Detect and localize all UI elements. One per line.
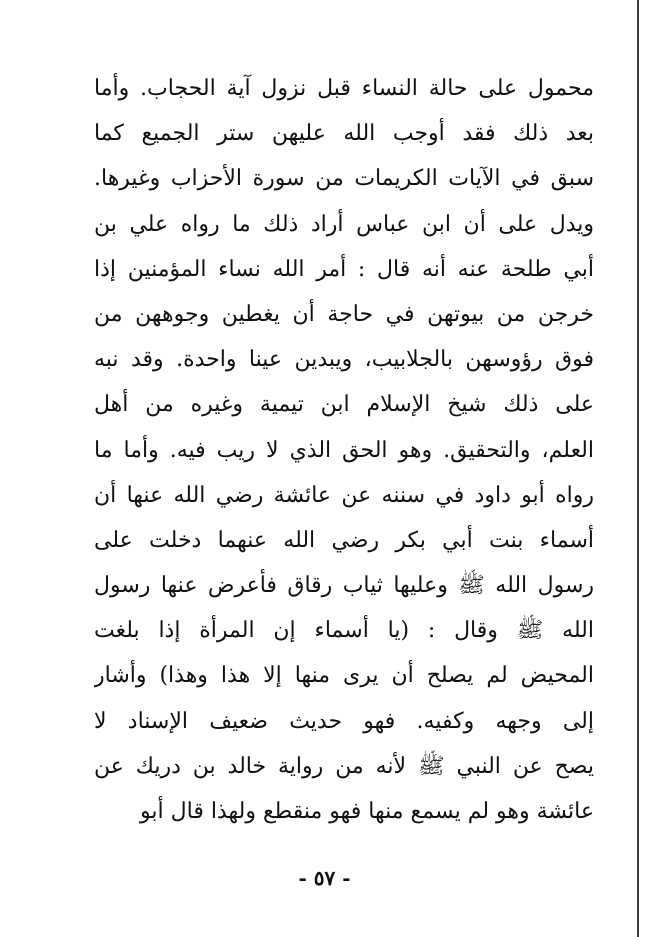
text-line: أبي طلحة عنه أنه قال : أمر الله نساء المؤمنين إذا (94, 256, 594, 282)
body-text (94, 66, 594, 834)
page-binding-edge (637, 0, 639, 937)
text-line: ويدل على أن ابن عباس أراد ذلك ما رواه علي بن (94, 211, 594, 237)
text-line: خرجن من بيوتهن في حاجة أن يغطين وجوههن من (94, 301, 594, 327)
text-line: على ذلك شيخ الإسلام ابن تيمية وغيره من أهل (94, 392, 594, 418)
text-line: العلم، والتحقيق. وهو الحق الذي لا ريب فيه. وأما ما (94, 437, 594, 463)
text-line: سبق في الآيات الكريمات من سورة الأحزاب وغيرها. (94, 166, 594, 192)
text-line: فوق رؤوسهن بالجلابيب، ويبدين عينا واحدة. وقد نبه (94, 347, 594, 373)
text-line: رسول الله ﷺ وعليها ثياب رقاق فأعرض عنها رسول (94, 573, 594, 599)
text-line: عائشة وهو لم يسمع منها فهو منقطع ولهذا قال أبو (140, 799, 594, 824)
text-line: أسماء بنت أبي بكر رضي الله عنهما دخلت على (94, 527, 594, 553)
text-line: الله ﷺ وقال : (يا أسماء إن المرأة إذا بلغت (94, 618, 594, 644)
text-line: بعد ذلك فقد أوجب الله عليهن ستر الجميع كما (94, 121, 594, 147)
page-number: - ٥٧ - (298, 866, 351, 890)
text-line: المحيض لم يصلح أن يرى منها إلا هذا وهذا) وأشار (94, 663, 594, 689)
text-line: رواه أبو داود في سننه عن عائشة رضي الله عنها أن (94, 482, 594, 508)
text-line: يصح عن النبي ﷺ لأنه من رواية خالد بن دريك عن (94, 753, 594, 779)
text-line: إلى وجهه وكفيه. فهو حديث ضعيف الإسناد لا (94, 708, 594, 734)
text-line: محمول على حالة النساء قبل نزول آية الحجاب. وأما (94, 76, 594, 101)
